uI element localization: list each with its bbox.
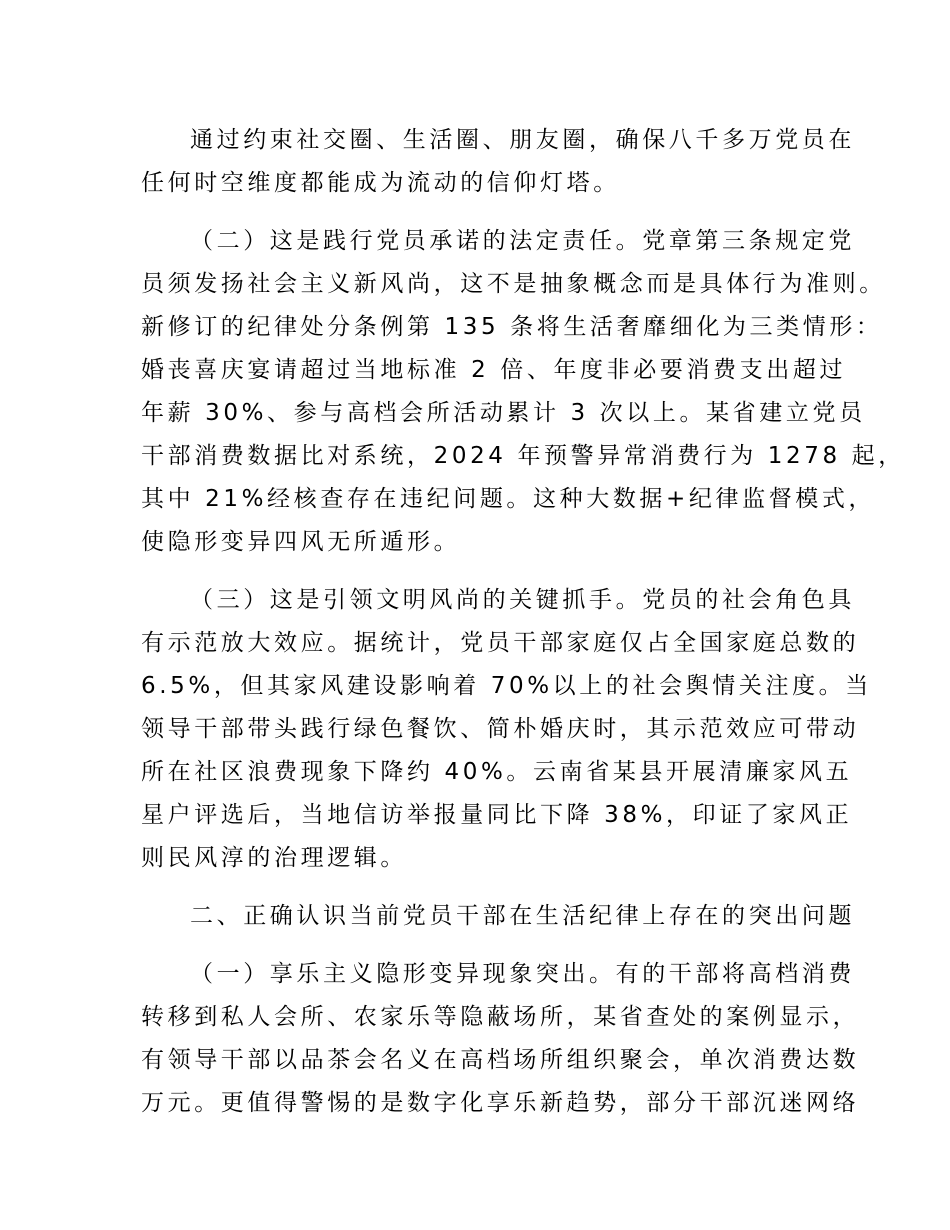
paragraph [141,119,855,205]
text-line: 转移到私人会所、农家乐等隐蔽场所，某省查处的案例显示， [141,1004,860,1030]
text-line: 星户评选后，当地信访举报量同比下降 38%，印证了家风正 [141,802,853,828]
text-line: 则民风淳的治理逻辑。 [141,845,407,871]
text-line: 任何时空维度都能成为流动的信仰灯塔。 [141,170,620,196]
text-line: 有领导干部以品茶会名义在高档场所组织聚会，单次消费达数 [141,1047,860,1073]
text-line: 干部消费数据比对系统，2024 年预警异常消费行为 1278 起， [141,443,905,469]
text-line: 通过约束社交圈、生活圈、朋友圈，确保八千多万党员在 [190,127,855,153]
text-line: 婚丧喜庆宴请超过当地标准 2 倍、年度非必要消费支出超过 [141,357,847,383]
text-line: 万元。更值得警惕的是数字化享乐新趋势，部分干部沉迷网络 [141,1090,860,1116]
text-line: 年薪 30%、参与高档会所活动累计 3 次以上。某省建立党员 [141,400,866,426]
document-body [141,119,905,1140]
text-line: 员须发扬社会主义新风尚，这不是抽象概念而是具体行为准则。 [141,271,886,297]
text-line: （三）这是引领文明风尚的关键抓手。党员的社会角色具 [190,587,855,613]
text-line: 6.5%，但其家风建设影响着 70%以上的社会舆情关注度。当 [141,673,872,699]
text-line: 领导干部带头践行绿色餐饮、简朴婚庆时，其示范效应可带动 [141,716,860,742]
text-line: 使隐形变异四风无所遁形。 [141,529,461,555]
text-line: 二、正确认识当前党员干部在生活纪律上存在的突出问题 [190,903,855,929]
paragraph [141,220,905,564]
paragraph [141,953,860,1125]
text-line: （一）享乐主义隐形变异现象突出。有的干部将高档消费 [190,961,855,987]
text-line: 其中 21%经核查存在违纪问题。这种大数据+纪律监督模式， [141,486,876,512]
text-line: 有示范放大效应。据统计，党员干部家庭仅占全国家庭总数的 [141,630,860,656]
text-line: 所在社区浪费现象下降约 40%。云南省某县开展清廉家风五 [141,759,853,785]
text-line: 新修订的纪律处分条例第 135 条将生活奢靡细化为三类情形： [141,314,883,340]
paragraph [141,579,872,880]
section-heading [141,895,855,938]
text-line: （二）这是践行党员承诺的法定责任。党章第三条规定党 [190,228,855,254]
